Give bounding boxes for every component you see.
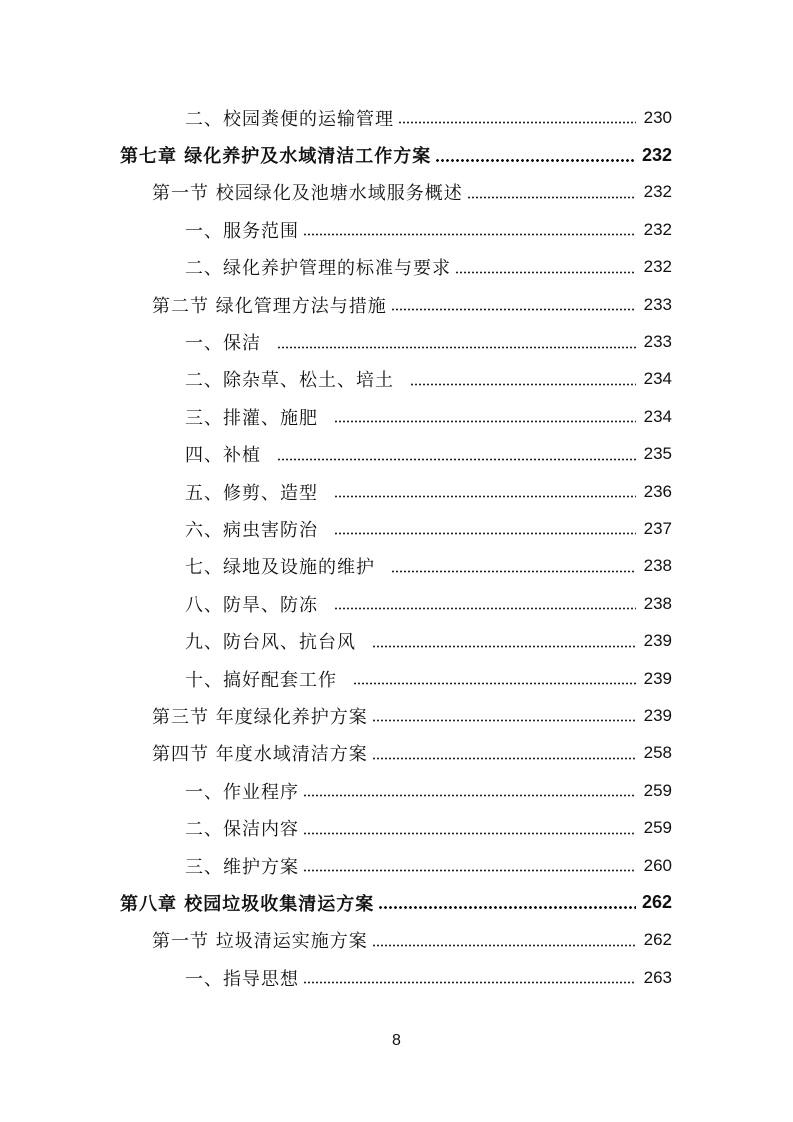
toc-dot-leader — [277, 458, 636, 461]
toc-entry-title: 一、指导思想 — [185, 968, 299, 990]
toc-subsection-entry[interactable] — [0, 510, 793, 547]
toc-entry-title: 十、搞好配套工作 — [185, 669, 337, 691]
toc-dot-leader — [372, 645, 636, 648]
toc-entry-page-number: 232 — [643, 219, 672, 239]
toc-section-entry[interactable] — [0, 922, 793, 959]
toc-subsection-entry[interactable] — [0, 809, 793, 846]
toc-subsection-entry[interactable] — [0, 847, 793, 884]
toc-entry-page-number: 262 — [643, 930, 672, 950]
toc-entry-page-number: 233 — [643, 332, 672, 352]
toc-entry-title: 四、补植 — [185, 445, 261, 467]
toc-subsection-entry[interactable] — [0, 548, 793, 585]
toc-section-entry[interactable] — [0, 697, 793, 734]
toc-entry-title: 三、维护方案 — [185, 856, 299, 878]
toc-entry-page-number: 234 — [643, 406, 672, 426]
toc-entry-page-number: 230 — [643, 107, 672, 127]
toc-dot-leader — [303, 981, 636, 984]
toc-entry-page-number: 232 — [641, 144, 672, 165]
toc-subsection-entry[interactable] — [0, 436, 793, 473]
table-of-contents — [0, 99, 793, 996]
toc-section-entry[interactable] — [0, 174, 793, 211]
toc-subsection-entry[interactable] — [0, 99, 793, 136]
toc-entry-title: 七、绿地及设施的维护 — [185, 557, 375, 579]
toc-entry-title: 一、作业程序 — [185, 781, 299, 803]
toc-entry-title: 第二节 绿化管理方法与措施 — [152, 295, 387, 317]
toc-dot-leader — [303, 233, 636, 236]
toc-subsection-entry[interactable] — [0, 361, 793, 398]
toc-entry-title: 二、校园粪便的运输管理 — [185, 108, 394, 130]
toc-entry-title: 六、病虫害防治 — [185, 519, 318, 541]
toc-entry-page-number: 258 — [643, 743, 672, 763]
toc-dot-leader — [391, 308, 636, 311]
toc-dot-leader — [277, 346, 636, 349]
toc-dot-leader — [455, 271, 636, 274]
toc-dot-leader — [372, 719, 636, 722]
toc-subsection-entry[interactable] — [0, 211, 793, 248]
toc-subsection-entry[interactable] — [0, 772, 793, 809]
toc-entry-title: 第三节 年度绿化养护方案 — [152, 706, 368, 728]
toc-dot-leader — [378, 906, 636, 909]
toc-dot-leader — [372, 944, 636, 947]
toc-dot-leader — [303, 832, 636, 835]
toc-entry-title: 八、防旱、防冻 — [185, 594, 318, 616]
toc-entry-page-number: 263 — [643, 967, 672, 987]
toc-subsection-entry[interactable] — [0, 660, 793, 697]
toc-entry-page-number: 236 — [643, 481, 672, 501]
toc-entry-page-number: 238 — [643, 593, 672, 613]
toc-entry-title: 第八章 校园垃圾收集清运方案 — [120, 893, 375, 915]
toc-entry-title: 九、防台风、抗台风 — [185, 632, 356, 654]
toc-dot-leader — [410, 383, 636, 386]
toc-entry-title: 五、修剪、造型 — [185, 482, 318, 504]
toc-dot-leader — [334, 495, 636, 498]
toc-subsection-entry[interactable] — [0, 585, 793, 622]
toc-entry-page-number: 239 — [643, 705, 672, 725]
toc-dot-leader — [303, 794, 636, 797]
toc-chapter-entry[interactable] — [0, 884, 793, 921]
toc-entry-title: 三、排灌、施肥 — [185, 407, 318, 429]
toc-entry-page-number: 235 — [643, 444, 672, 464]
toc-dot-leader — [391, 570, 636, 573]
toc-subsection-entry[interactable] — [0, 622, 793, 659]
toc-entry-page-number: 237 — [643, 518, 672, 538]
toc-subsection-entry[interactable] — [0, 473, 793, 510]
toc-dot-leader — [353, 682, 636, 685]
toc-dot-leader — [372, 757, 636, 760]
toc-entry-title: 第一节 垃圾清运实施方案 — [152, 931, 368, 953]
toc-subsection-entry[interactable] — [0, 959, 793, 996]
toc-section-entry[interactable] — [0, 286, 793, 323]
toc-dot-leader — [435, 159, 636, 162]
toc-entry-title: 二、保洁内容 — [185, 819, 299, 841]
toc-dot-leader — [334, 532, 636, 535]
toc-entry-page-number: 259 — [643, 818, 672, 838]
toc-section-entry[interactable] — [0, 735, 793, 772]
toc-entry-title: 一、保洁 — [185, 333, 261, 355]
toc-subsection-entry[interactable] — [0, 323, 793, 360]
toc-entry-title: 二、绿化养护管理的标准与要求 — [185, 258, 451, 280]
toc-entry-title: 第七章 绿化养护及水域清洁工作方案 — [120, 146, 432, 168]
toc-entry-page-number: 260 — [643, 855, 672, 875]
toc-dot-leader — [398, 121, 636, 124]
toc-entry-page-number: 238 — [643, 556, 672, 576]
toc-entry-page-number: 259 — [643, 780, 672, 800]
toc-entry-page-number: 234 — [643, 369, 672, 389]
toc-entry-title: 二、除杂草、松土、培土 — [185, 370, 394, 392]
toc-dot-leader — [334, 420, 636, 423]
toc-subsection-entry[interactable] — [0, 249, 793, 286]
toc-entry-title: 第一节 校园绿化及池塘水域服务概述 — [152, 183, 463, 205]
toc-entry-page-number: 239 — [643, 631, 672, 651]
toc-subsection-entry[interactable] — [0, 398, 793, 435]
toc-entry-page-number: 262 — [641, 892, 672, 913]
toc-entry-page-number: 239 — [643, 668, 672, 688]
toc-entry-page-number: 232 — [643, 257, 672, 277]
toc-chapter-entry[interactable] — [0, 136, 793, 173]
page-number: 8 — [392, 1032, 401, 1049]
toc-dot-leader — [334, 607, 636, 610]
toc-dot-leader — [303, 869, 636, 872]
toc-entry-title: 一、服务范围 — [185, 220, 299, 242]
toc-entry-page-number: 233 — [643, 294, 672, 314]
toc-dot-leader — [467, 196, 636, 199]
toc-entry-title: 第四节 年度水域清洁方案 — [152, 744, 368, 766]
toc-entry-page-number: 232 — [643, 182, 672, 202]
